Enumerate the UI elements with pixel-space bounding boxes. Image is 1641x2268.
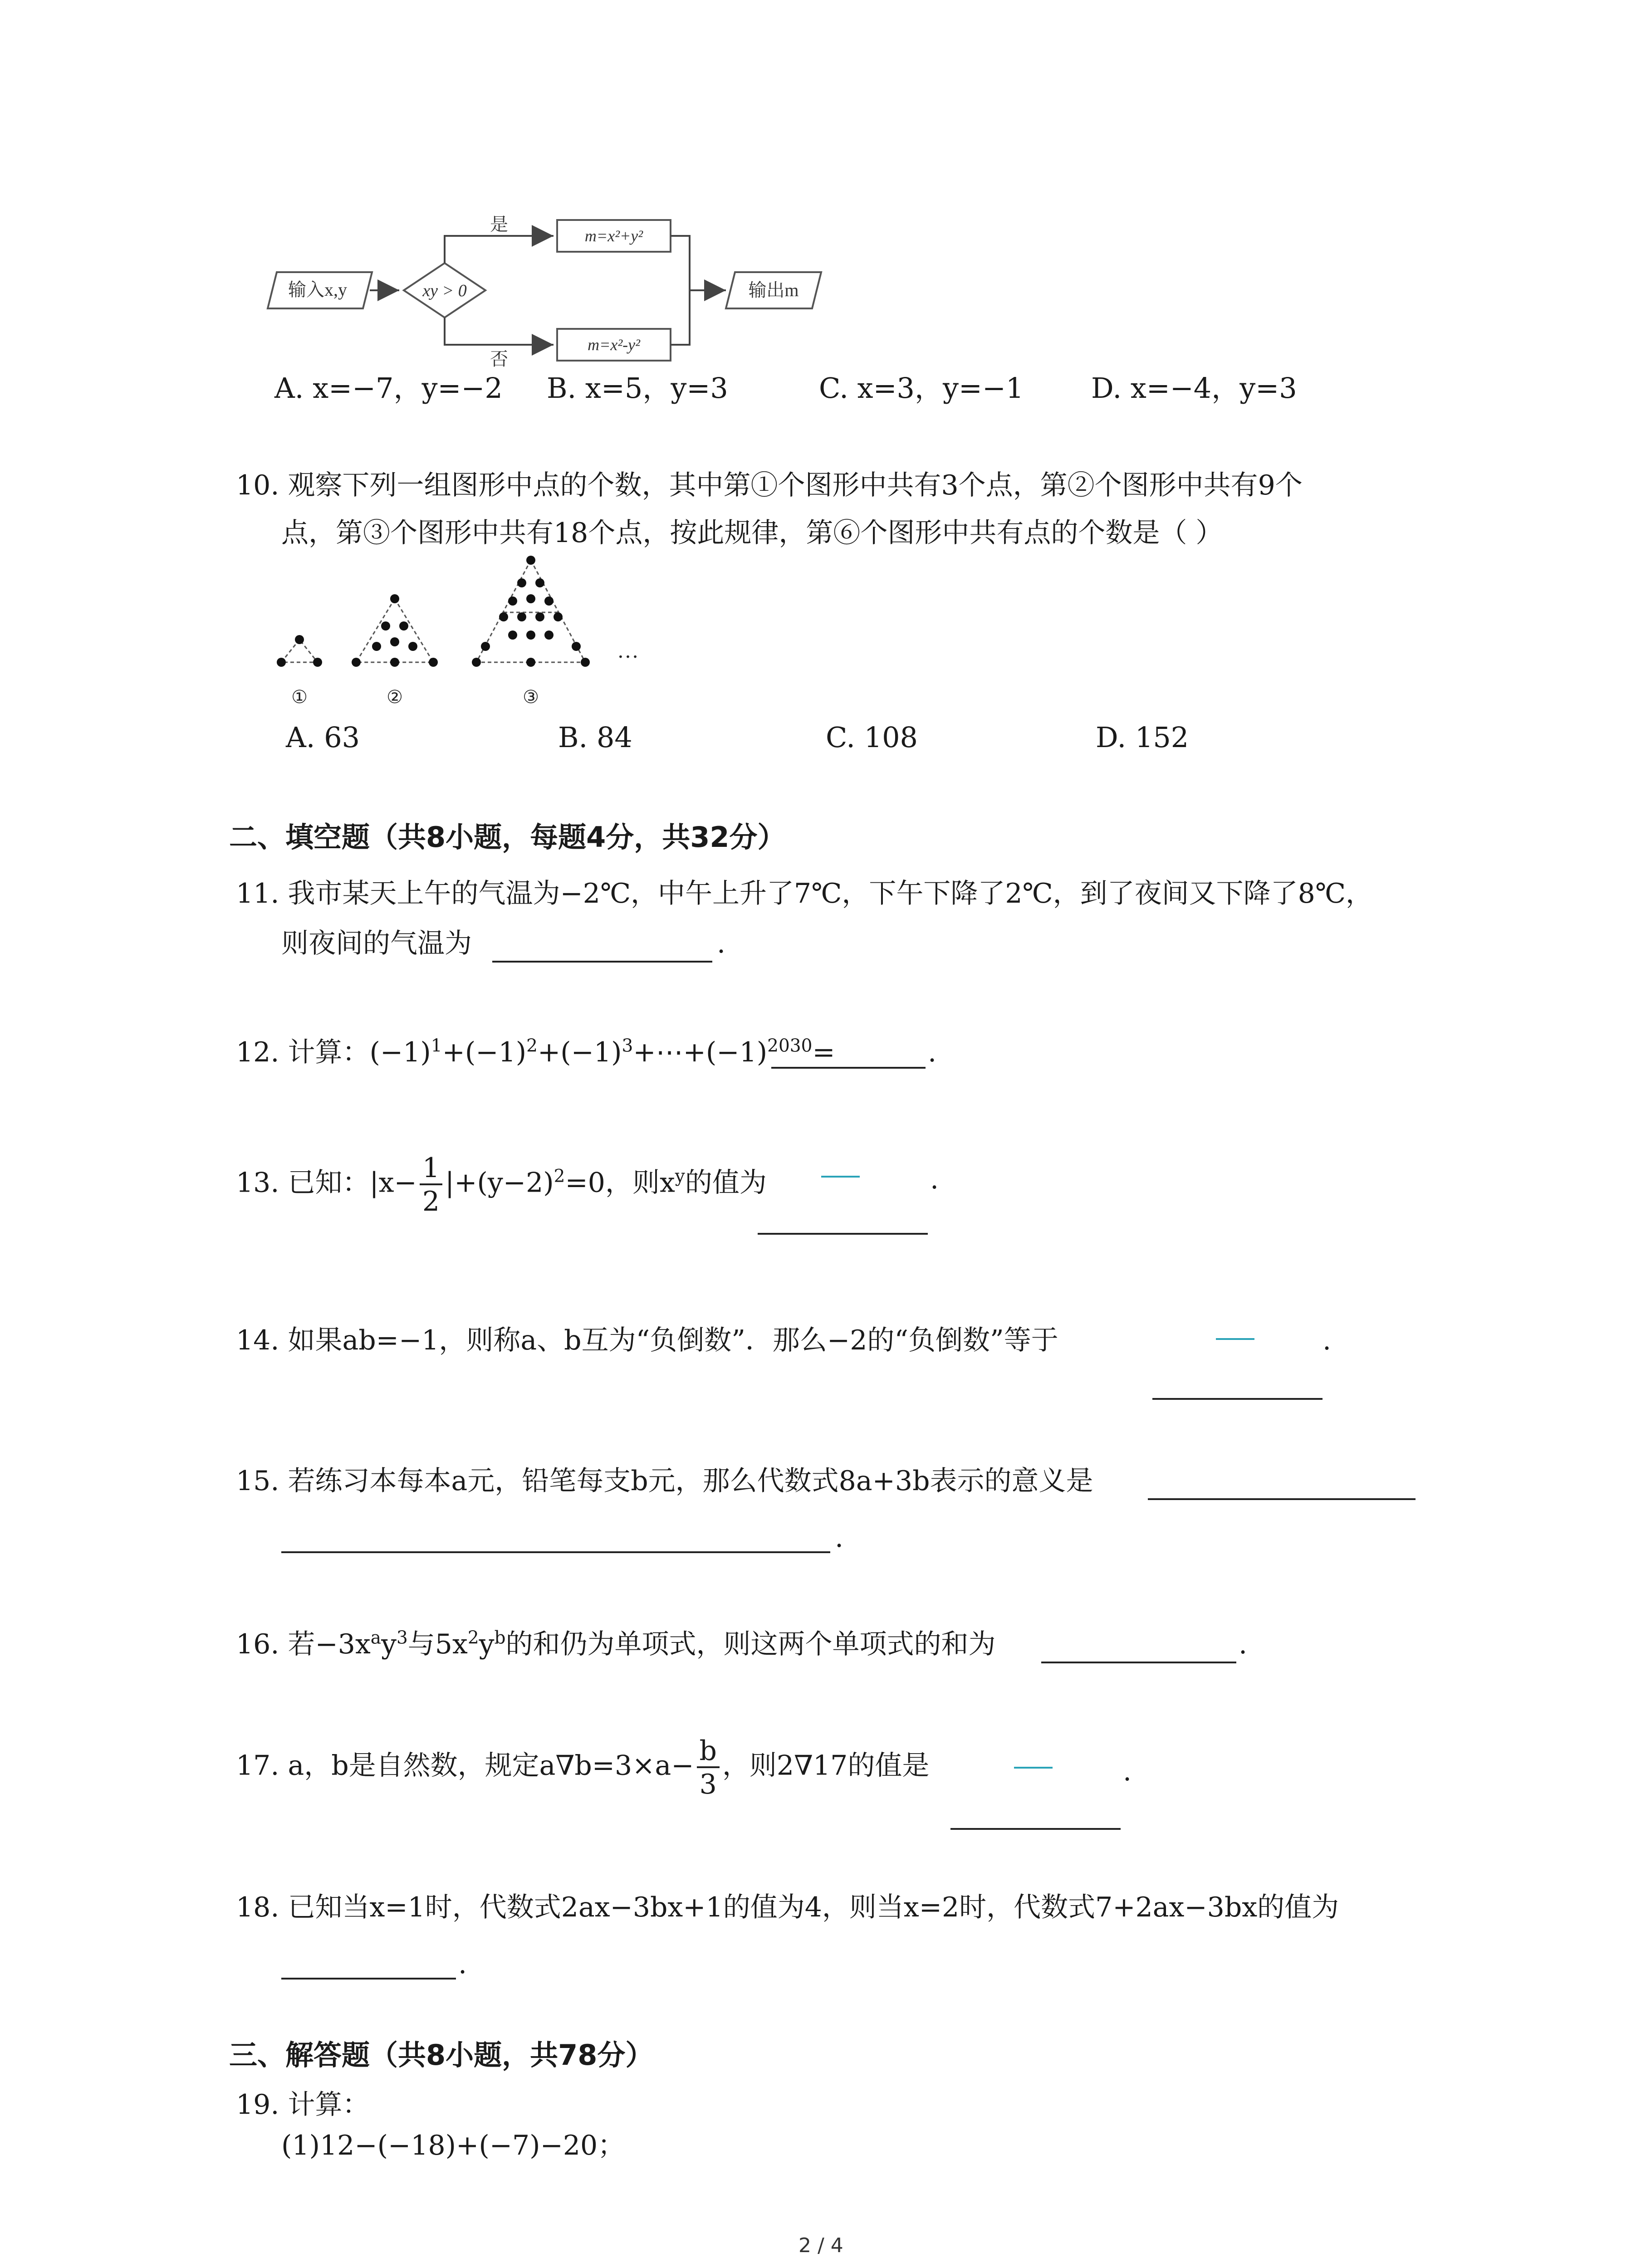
label-1: ① <box>291 687 308 707</box>
q13-answer-blank <box>758 1233 928 1235</box>
yes-label: 是 <box>490 214 508 235</box>
q18-end: . <box>458 1948 467 1980</box>
q16-end: . <box>1239 1628 1248 1660</box>
no-label: 否 <box>490 349 508 369</box>
dot-figure-3 <box>472 556 590 667</box>
q17-line: 17. a，b是自然数，规定a∇b=3×a− $\frac{b}{3}$ ，则2∇17的值是 <box>236 1735 930 1800</box>
q13-fraction: $\frac{1}{2}$ <box>420 1154 442 1215</box>
q10-option-b: B. 84 <box>558 721 632 754</box>
q10-line1: 10. 观察下列一组图形中点的个数，其中第①个图形中共有3个点，第②个图形中共有9个 <box>236 469 1303 501</box>
q15-answer-blank-1 <box>1148 1498 1416 1500</box>
q10-option-c: C. 108 <box>826 721 918 754</box>
q19-item-1: (1)12−(−18)+(−7)−20； <box>281 2130 625 2161</box>
dot-figure-1 <box>277 635 322 667</box>
q11-answer-blank <box>492 961 712 963</box>
q17-answer-mark <box>1014 1767 1053 1769</box>
section-2-heading: 二、填空题（共8小题，每题4分，共32分） <box>229 821 786 854</box>
branch-yes-label: m=x²+y² <box>584 227 643 245</box>
q9-option-b: B. x=5，y=3 <box>547 371 728 405</box>
q18-answer-blank <box>281 1978 456 1980</box>
condition-label: xy > 0 <box>422 281 467 300</box>
dot-patterns <box>272 549 681 721</box>
q9-option-d: D. x=−4，y=3 <box>1091 371 1297 405</box>
flowchart <box>263 209 862 372</box>
q19-title: 19. 计算： <box>236 2089 370 2121</box>
q15-line: 15. 若练习本每本a元，铅笔每支b元，那么代数式8a+3b表示的意义是 <box>236 1465 1093 1497</box>
q9-option-c: C. x=3，y=−1 <box>819 371 1024 405</box>
q11-line1: 11. 我市某天上午的气温为−2℃，中午上升了7℃，下午下降了2℃，到了夜间又下降了8℃， <box>236 878 1373 909</box>
dot-figure-2 <box>352 594 438 667</box>
q9-option-a: A. x=−7，y=−2 <box>274 371 503 405</box>
q12-line: 12. 计算：$(-1)^1+(-1)^2+(-1)^3+\cdots+(-1)^{2030}=$ <box>236 1036 835 1068</box>
q10-option-a: A. 63 <box>286 721 360 754</box>
ellipsis: … <box>617 639 639 663</box>
q16-line: 16. 若$-3x^ay^3$与$5x^2y^b$的和仍为单项式，则这两个单项式的和为 <box>236 1628 996 1660</box>
q17-fraction: $\frac{b}{3}$ <box>697 1737 720 1798</box>
q12-end: . <box>928 1036 937 1068</box>
q14-answer-mark <box>1216 1338 1254 1340</box>
q17-end: . <box>1123 1755 1132 1787</box>
branch-no-label: m=x²-y² <box>588 336 640 354</box>
page-number: 2 / 4 <box>798 2234 843 2257</box>
q11-line2: 则夜间的气温为 <box>281 928 472 959</box>
q18-line: 18. 已知当x=1时，代数式2ax−3bx+1的值为4，则当x=2时，代数式7+2ax−3bx的值为 <box>236 1892 1339 1923</box>
q16-answer-blank <box>1041 1662 1236 1663</box>
q14-line: 14. 如果ab=−1，则称a、b互为“负倒数”．那么−2的“负倒数”等于 <box>236 1325 1058 1356</box>
output-label: 输出m <box>748 280 799 300</box>
q13-line: 13. 已知：|x− $\frac{1}{2}$ $|+(y-2)^2=0$，则$x^y$的值为 <box>236 1152 767 1217</box>
input-label: 输入x,y <box>288 279 347 300</box>
q15-end: . <box>835 1522 844 1554</box>
q12-answer-blank <box>771 1067 926 1069</box>
label-3: ③ <box>523 687 539 707</box>
section-3-heading: 三、解答题（共8小题，共78分） <box>229 2038 654 2072</box>
q17-answer-blank <box>950 1828 1121 1830</box>
q14-end: . <box>1323 1325 1332 1356</box>
q13-answer-mark <box>821 1176 860 1178</box>
q10-line2: 点，第③个图形中共有18个点，按此规律，第⑥个图形中共有点的个数是（ ） <box>281 517 1223 549</box>
q10-option-d: D. 152 <box>1096 721 1189 754</box>
q15-answer-blank-2 <box>281 1551 830 1553</box>
label-2: ② <box>387 687 403 707</box>
q14-answer-blank <box>1152 1398 1323 1400</box>
q11-end: . <box>717 928 726 959</box>
q13-end: . <box>930 1163 939 1195</box>
